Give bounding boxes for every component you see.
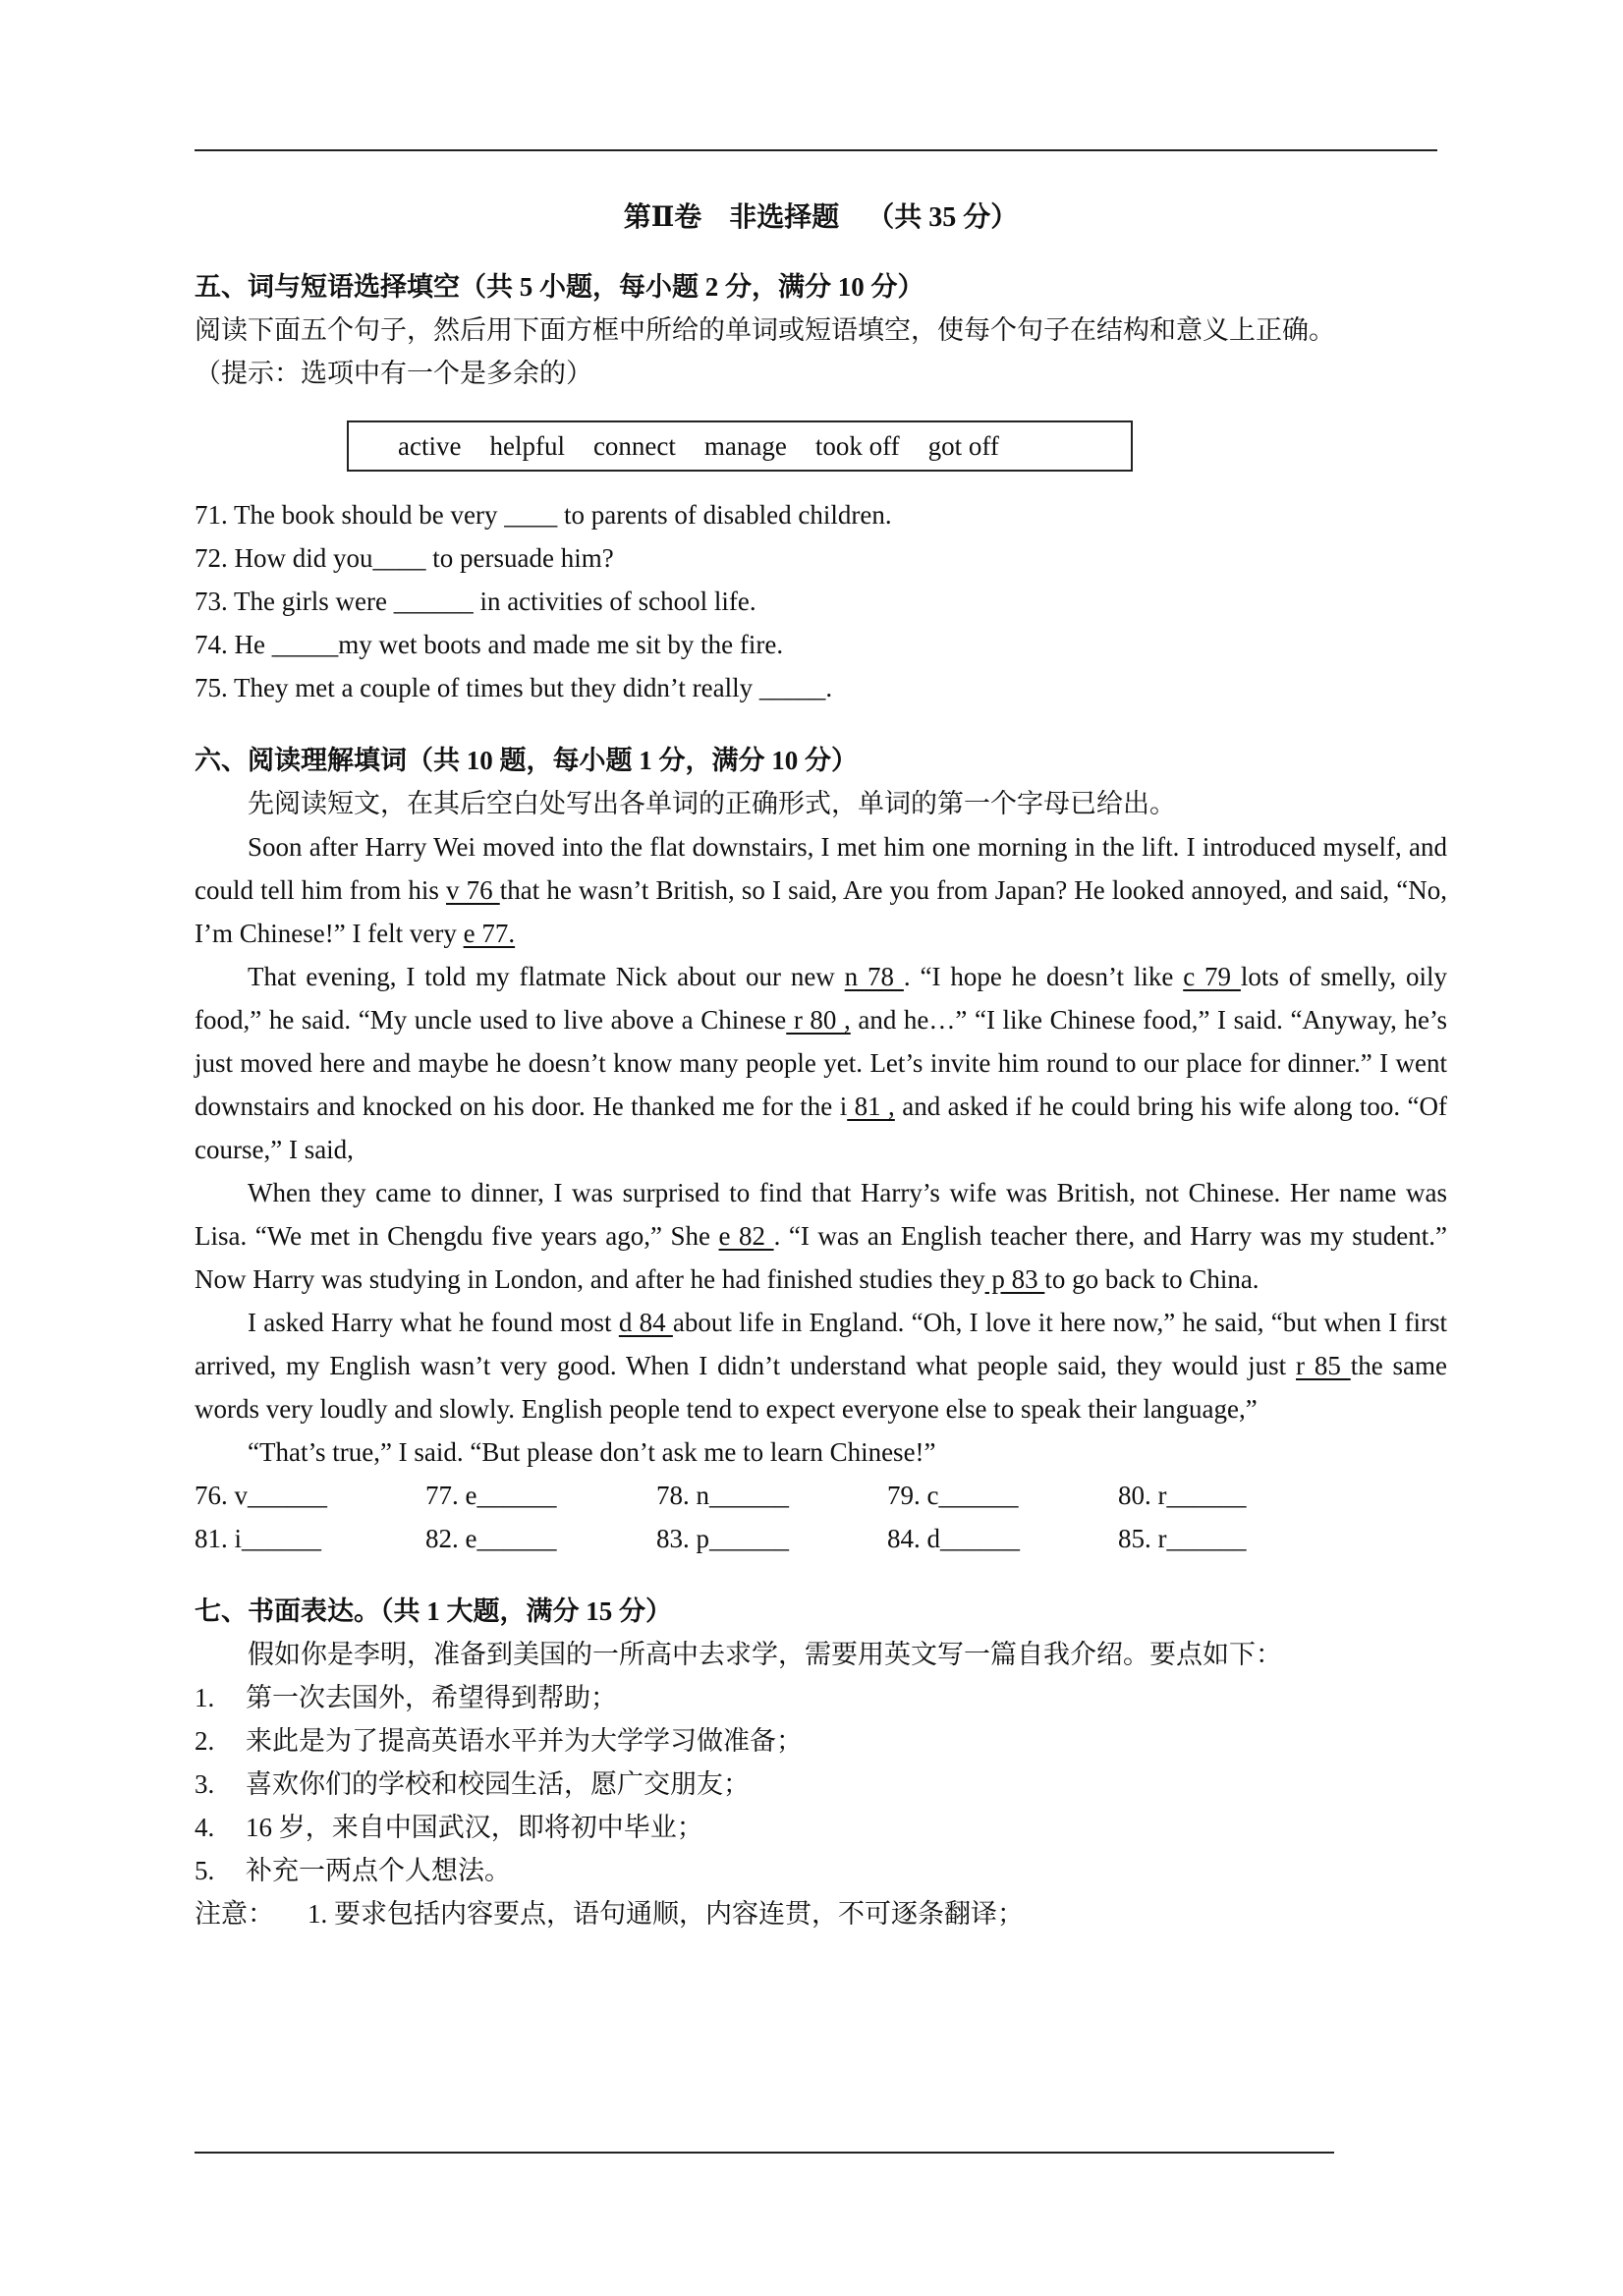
answer-row — [195, 1474, 1447, 1517]
question-list — [195, 493, 1447, 709]
section5-heading: 五、词与短语选择填空（共 5 小题，每小题 2 分，满分 10 分） — [195, 272, 924, 302]
passage-text: Soon after Harry Wei moved into the flat downstairs, I met him one morning in the lift. I introduced myself, and could tell him from his — [195, 832, 1447, 905]
writing-point: 1. 第一次去国外，希望得到帮助； — [195, 1683, 617, 1712]
word-option: helpful — [489, 431, 565, 461]
question-71: 71. The book should be very ____ to parents of disabled children. — [195, 500, 892, 530]
passage-paragraph-4 — [195, 1301, 1447, 1430]
blank-76: v 76 — [446, 875, 500, 905]
passage-text: the same words very loudly and slowly. English people tend to expect everyone else to speak their language,” — [195, 1351, 1448, 1424]
answer-82: 82. e______ — [425, 1524, 557, 1553]
passage-text: and asked if he could bring his wife along too. “Of course,” I said, — [195, 1092, 1448, 1164]
top-rule — [195, 149, 1437, 151]
note-label: 注意： — [195, 1899, 274, 1929]
answer-81: 81. i______ — [195, 1524, 322, 1553]
section6-instruction: 先阅读短文，在其后空白处写出各单词的正确形式，单词的第一个字母已给出。 — [248, 789, 1176, 818]
answer-79: 79. c______ — [887, 1481, 1019, 1510]
passage-text: lots of smelly, oily food,” he said. “My uncle used to live above a Chinese — [195, 962, 1447, 1035]
answer-grid — [195, 1474, 1447, 1560]
question-74: 74. He _____my wet boots and made me sit by the fire. — [195, 630, 784, 659]
section5-instruction: 阅读下面五个句子，然后用下面方框中所给的单词或短语填空，使每个句子在结构和意义上正确。 — [195, 315, 1335, 345]
writing-points — [195, 1676, 1447, 1892]
blank-82: e 82 — [718, 1221, 774, 1251]
writing-point: 5. 补充一两点个人想法。 — [195, 1856, 511, 1885]
question-72: 72. How did you____ to persuade him? — [195, 543, 614, 573]
answer-80: 80. r______ — [1118, 1481, 1247, 1510]
passage-text: and he…” “I like Chinese food,” I said. “Anyway, he’s just moved here and maybe he doesn’t know many people yet. Let’s invite him round to our place for dinner.” I went downstairs and knocked on his door. He thanked me for the i — [195, 1005, 1447, 1121]
blank-79: c 79 — [1183, 962, 1241, 991]
blank-80: r 80 , — [786, 1005, 851, 1035]
blank-85: r 85 — [1296, 1351, 1351, 1380]
blank-78: n 78 — [844, 962, 904, 991]
passage-text: I asked Harry what he found most — [248, 1308, 619, 1337]
word-option: took off — [814, 431, 900, 461]
section5-hint: （提示：选项中有一个是多余的） — [195, 359, 592, 388]
question-73: 73. The girls were ______ in activities of school life. — [195, 587, 756, 616]
passage-text: that he wasn’t British, so I said, Are you from Japan? He looked annoyed, and said, “No, I’m Chinese!” I felt very — [195, 875, 1447, 948]
word-option: manage — [703, 431, 787, 461]
section7-instruction: 假如你是李明，准备到美国的一所高中去求学，需要用英文写一篇自我介绍。要点如下： — [248, 1640, 1282, 1669]
section6-heading: 六、阅读理解填词（共 10 题，每小题 1 分，满分 10 分） — [195, 746, 858, 775]
answer-84: 84. d______ — [887, 1524, 1020, 1553]
exam-page — [195, 196, 1447, 1935]
part-title: 第Ⅱ卷 非选择题 （共 35 分） — [623, 202, 1019, 233]
passage-text: That evening, I told my flatmate Nick about our new — [248, 962, 845, 991]
passage-text: . “I was an English teacher there, and Harry was my student.” Now Harry was studying in London, and after he had finished studies they — [195, 1221, 1448, 1294]
word-box — [347, 420, 1133, 472]
blank-83: p 83 — [984, 1264, 1045, 1294]
answer-78: 78. n______ — [656, 1481, 789, 1510]
passage-text: about life in England. “Oh, I love it here now,” he said, “but when I first arrived, my English wasn’t very good. When I didn’t understand what people said, they would just — [195, 1308, 1447, 1380]
note-text: 1. 要求包括内容要点，语句通顺，内容连贯，不可逐条翻译； — [308, 1899, 1024, 1929]
blank-81: 81 , — [847, 1092, 895, 1121]
answer-83: 83. p______ — [656, 1524, 789, 1553]
answer-row — [195, 1517, 1447, 1560]
passage-text: . “I hope he doesn’t like — [903, 962, 1184, 991]
passage-text: When they came to dinner, I was surprised to find that Harry’s wife was British, not Chinese. Her name was Lisa. “We met in Chengdu five years ago,” She — [195, 1178, 1447, 1251]
bottom-rule — [195, 2152, 1334, 2154]
answer-77: 77. e______ — [425, 1481, 557, 1510]
passage-paragraph-5: “That’s true,” I said. “But please don’t ask me to learn Chinese!” — [248, 1437, 936, 1467]
writing-point: 2. 来此是为了提高英语水平并为大学学习做准备； — [195, 1726, 803, 1756]
passage-text: to go back to China. — [1044, 1264, 1259, 1294]
passage-paragraph-2 — [195, 955, 1447, 1171]
section7-heading: 七、书面表达。（共 1 大题，满分 15 分） — [195, 1596, 672, 1626]
word-option: connect — [592, 431, 676, 461]
passage-paragraph-1 — [195, 825, 1447, 955]
blank-84: d 84 — [618, 1308, 673, 1337]
word-option: active — [398, 431, 462, 461]
blank-77: e 77. — [463, 919, 516, 948]
writing-point: 3. 喜欢你们的学校和校园生活，愿广交朋友； — [195, 1769, 750, 1799]
question-75: 75. They met a couple of times but they didn’t really _____. — [195, 673, 833, 702]
answer-85: 85. r______ — [1118, 1524, 1247, 1553]
word-option: got off — [927, 431, 999, 461]
answer-76: 76. v______ — [195, 1481, 327, 1510]
note-line — [195, 1892, 1447, 1935]
passage-paragraph-3 — [195, 1171, 1447, 1301]
writing-point: 4. 16 岁，来自中国武汉，即将初中毕业； — [195, 1813, 703, 1842]
